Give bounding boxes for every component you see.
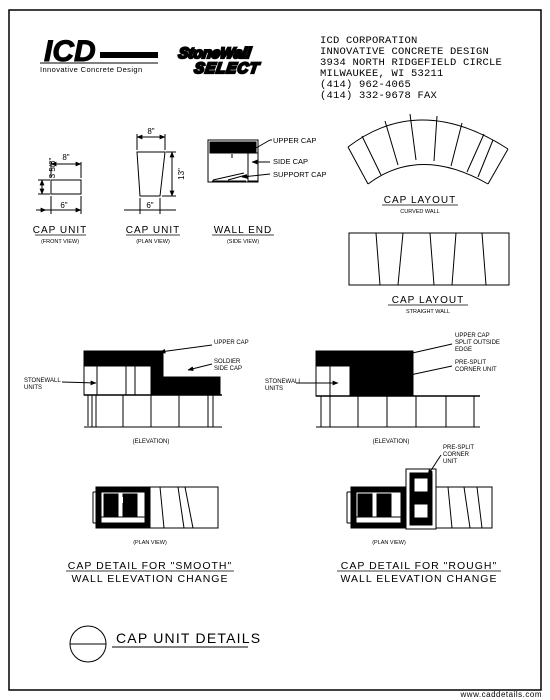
front-dim-height: 3 5/8"	[48, 157, 57, 179]
smooth-plan-caption: (PLAN VIEW)	[133, 540, 167, 546]
address-line: (414) 332-9678 FAX	[320, 90, 438, 102]
plan-dim-top: 8"	[147, 127, 155, 136]
elevation-rough	[296, 344, 480, 427]
sheet-title: CAP UNIT DETAILS	[116, 630, 262, 646]
elevation-smooth	[62, 345, 222, 427]
footer-url: www.caddetails.com	[460, 690, 542, 699]
address-line: ICD CORPORATION	[320, 35, 418, 47]
wall-end-side-cap-label: SIDE CAP	[273, 157, 309, 166]
cap-unit-front-view	[36, 162, 81, 214]
address-line: (414) 962-4065	[320, 79, 412, 91]
rough-plan-caption: (PLAN VIEW)	[372, 540, 406, 546]
straight-title: CAP LAYOUT	[391, 295, 465, 306]
smooth-side-cap-label: SIDE CAP	[214, 366, 243, 372]
rough-plan-corner-label: CORNER	[443, 452, 470, 458]
wall-end-title: WALL END	[213, 225, 273, 236]
plan-title: CAP UNIT	[125, 225, 181, 236]
icd-logo	[40, 35, 158, 74]
front-subtitle: (FRONT VIEW)	[40, 239, 80, 245]
rough-elevation-caption: (ELEVATION)	[372, 439, 410, 445]
rough-split-outside-label: SPLIT OUTSIDE	[455, 340, 500, 346]
smooth-detail-subtitle: WALL ELEVATION CHANGE	[71, 573, 229, 585]
smooth-detail-title: CAP DETAIL FOR "SMOOTH"	[67, 560, 233, 572]
rough-units-label: STONEWALL	[265, 379, 302, 385]
front-dim-bottom: 6"	[60, 201, 68, 210]
rough-edge-label: EDGE	[455, 347, 473, 353]
cap-layout-curved	[348, 114, 508, 184]
icd-logo-text: ICD	[44, 35, 96, 68]
plan-detail-rough	[347, 455, 492, 529]
stonewall-select-logo	[177, 45, 261, 77]
icd-logo-small: CORPORATION	[116, 53, 150, 58]
smooth-elevation-caption: (ELEVATION)	[132, 439, 170, 445]
wall-end-upper-cap-label: UPPER CAP	[273, 136, 317, 145]
address-line: 3934 NORTH RIDGEFIELD CIRCLE	[320, 57, 503, 69]
plan-dim-side: 13"	[177, 168, 186, 180]
cap-layout-straight	[349, 233, 509, 285]
curved-subtitle: CURVED WALL	[400, 209, 440, 215]
stonewall-logo-line2: SELECT	[193, 60, 261, 77]
rough-presplit-label: PRE-SPLIT	[455, 360, 487, 366]
stonewall-logo-line1: StoneWall	[177, 45, 252, 62]
rough-detail-subtitle: WALL ELEVATION CHANGE	[340, 573, 498, 585]
smooth-units-label-2: UNITS	[24, 385, 42, 391]
smooth-upper-cap-label: UPPER CAP	[214, 340, 249, 346]
rough-plan-presplit-label: PRE-SPLIT	[443, 445, 475, 451]
smooth-units-label: STONEWALL	[24, 378, 61, 384]
front-dim-top: 8"	[62, 153, 70, 162]
address-line: MILWAUKEE, WI 53211	[320, 68, 444, 80]
rough-plan-unit-label: UNIT	[443, 459, 457, 465]
straight-subtitle: STRAIGHT WALL	[405, 309, 451, 315]
front-title: CAP UNIT	[32, 225, 88, 236]
address-block	[320, 35, 502, 102]
icd-tagline: Innovative Concrete Design	[40, 65, 143, 74]
address-line: INNOVATIVE CONCRETE DESIGN	[320, 46, 490, 58]
rough-corner-unit-label: CORNER UNIT	[455, 367, 497, 373]
wall-end-subtitle: (SIDE VIEW)	[226, 239, 260, 245]
wall-end-support-cap-label: SUPPORT CAP	[273, 170, 327, 179]
rough-upper-cap-label: UPPER CAP	[455, 333, 490, 339]
plan-subtitle: (PLAN VIEW)	[136, 239, 170, 245]
rough-units-label-2: UNITS	[265, 386, 283, 392]
rough-detail-title: CAP DETAIL FOR "ROUGH"	[340, 560, 498, 572]
curved-title: CAP LAYOUT	[383, 195, 457, 206]
smooth-soldier-label: SOLDIER	[214, 359, 241, 365]
plan-dim-bottom: 6"	[146, 201, 154, 210]
plan-detail-smooth	[93, 487, 218, 528]
wall-end-side-view	[208, 140, 272, 182]
